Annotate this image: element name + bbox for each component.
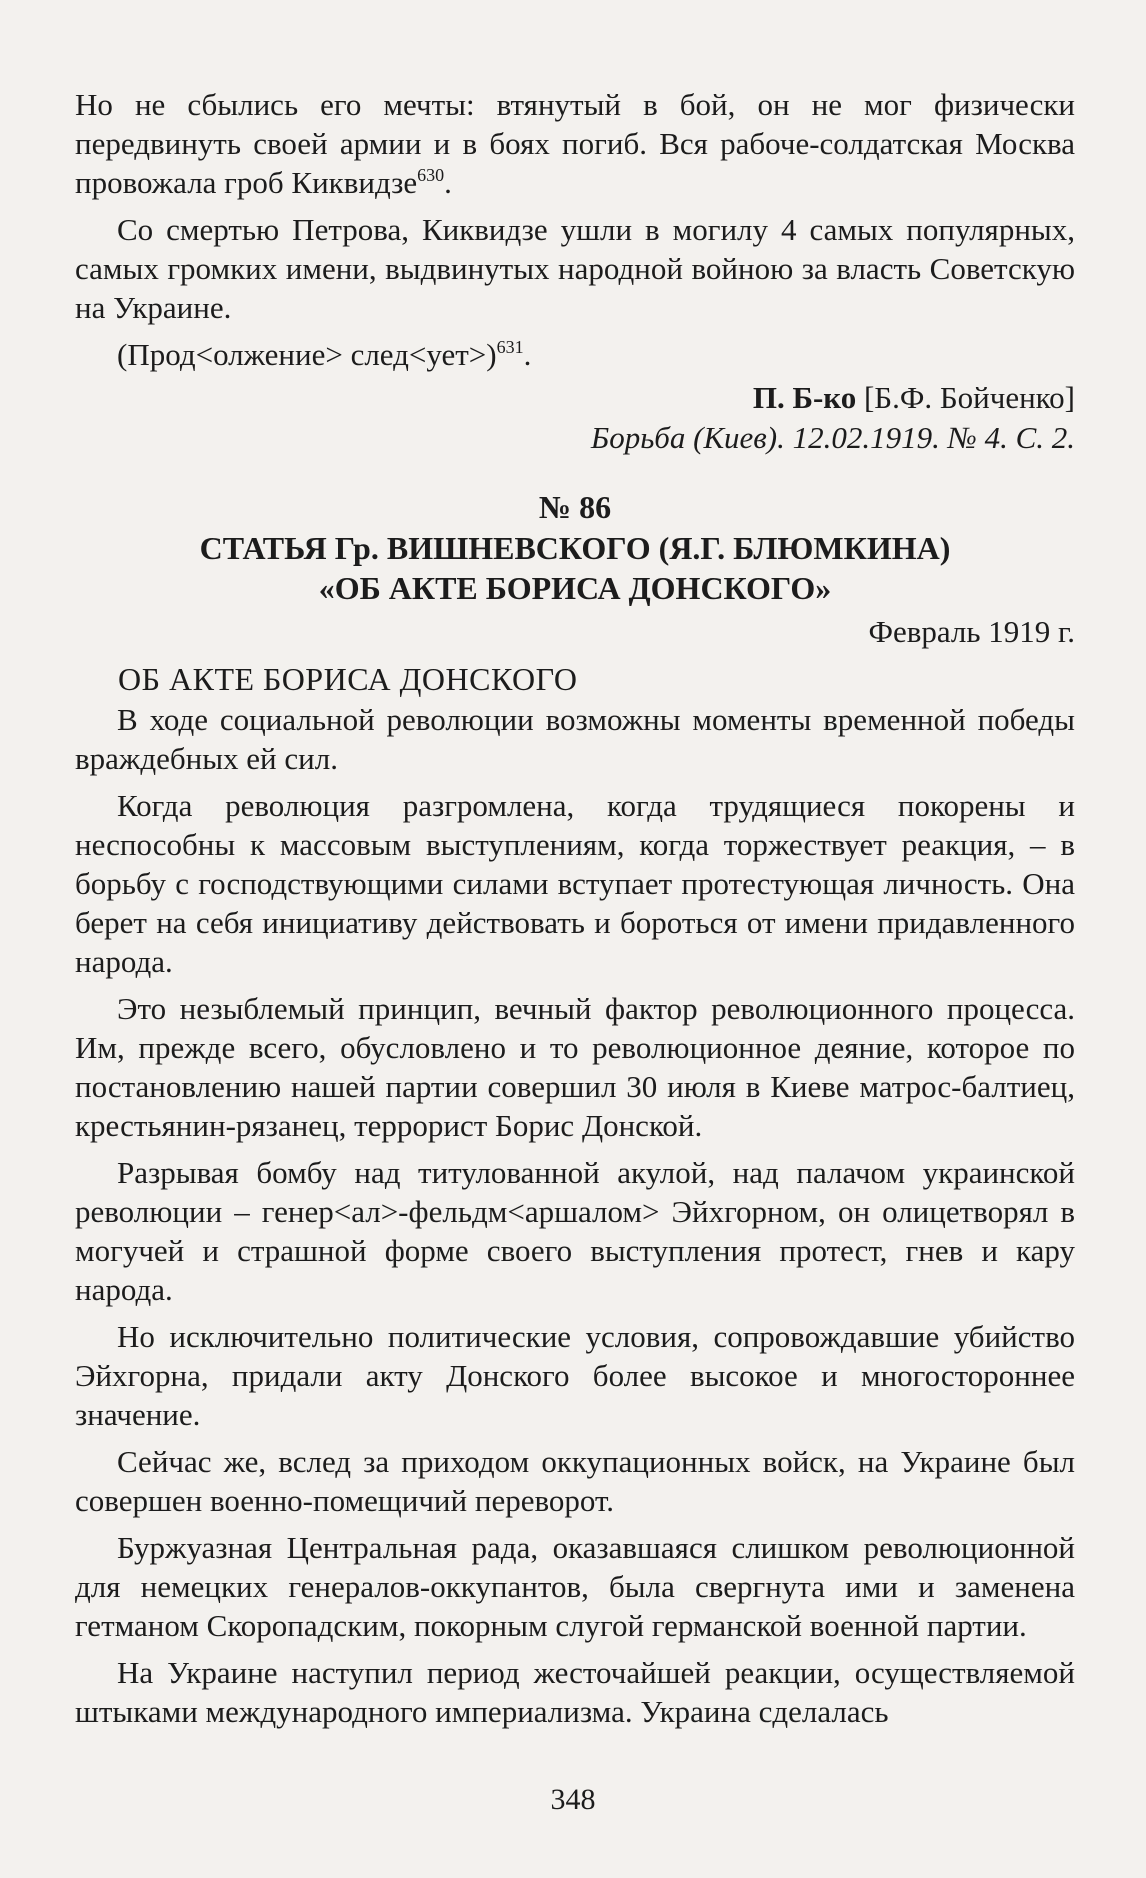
source-citation: Борьба (Киев). 12.02.1919. № 4. С. 2.	[590, 420, 1075, 455]
body-paragraph: Когда революция разгромлена, когда трудящиеся покорены и неспособны к массовым выступлениям, когда торжествует реакция, – в борьбу с господствующими силами вступает протестующая личность. Она берет на себя инициативу действовать и бороться от имени придавленного народа.	[75, 788, 1075, 979]
body-paragraph: Сейчас же, вслед за приходом оккупационных войск, на Украине был совершен военно-помещичий переворот.	[75, 1444, 1075, 1518]
document-number: № 86	[538, 489, 612, 525]
article-heading: ОБ АКТЕ БОРИСА ДОНСКОГО	[118, 661, 578, 697]
continuation-note: (Прод<олжение> след<ует>)$^{631}$.	[117, 337, 532, 372]
footnote-ref-631[interactable]: 631	[496, 337, 524, 357]
author-signature	[75, 378, 1075, 418]
author-full-name: [Б.Ф. Бойченко]	[856, 380, 1075, 415]
body-paragraph: Но исключительно политические условия, сопровождавшие убийство Эйхгорна, придали акту Донского более высокое и многостороннее значение.	[75, 1319, 1075, 1432]
footnote-ref-630[interactable]: 630	[417, 165, 445, 185]
intro-paragraph-1: Но не сбылись его мечты: втянутый в бой, он не мог физически передвинуть своей армии и в боях погиб. Вся рабоче-солдатская Москва провожала гроб Киквидзе$^{630}$.	[75, 87, 1075, 200]
body-paragraph: Это незыблемый принцип, вечный фактор революционного процесса. Им, прежде всего, обусловлено и то революционное деяние, которое по постановлению нашей партии совершил 30 июля в Киеве матрос-балтиец, крестьянин-рязанец, террорист Борис Донской.	[75, 991, 1075, 1143]
document-title-line-1: СТАТЬЯ Гр. ВИШНЕВСКОГО (Я.Г. БЛЮМКИНА)	[199, 530, 951, 566]
body-paragraph: Разрывая бомбу над титулованной акулой, над палачом украинской революции – генер<ал>-фельдм<аршалом> Эйхгорном, он олицетворял в могучей и страшной форме своего выступления протест, гнев и кару народа.	[75, 1155, 1075, 1307]
document-title-line-2: «ОБ АКТЕ БОРИСА ДОНСКОГО»	[318, 570, 832, 606]
body-paragraph: На Украине наступил период жесточайшей реакции, осуществляемой штыками международного империализма. Украина сделалась	[75, 1655, 1075, 1729]
intro-paragraph-2: Со смертью Петрова, Киквидзе ушли в могилу 4 самых популярных, самых громких имени, выдвинутых народной войною за власть Советскую на Украине.	[75, 212, 1075, 325]
page-number: 348	[550, 1783, 596, 1816]
body-paragraph: В ходе социальной революции возможны моменты временной победы враждебных ей сил.	[75, 702, 1075, 776]
page-content	[75, 85, 1075, 1731]
document-date: Февраль 1919 г.	[868, 614, 1075, 649]
author-initials: П. Б-ко	[752, 380, 857, 415]
body-paragraph: Буржуазная Центральная рада, оказавшаяся слишком революционной для немецких генералов-оккупантов, была свергнута ими и заменена гетманом Скоропадским, покорным слугой германской военной партии.	[75, 1530, 1075, 1643]
